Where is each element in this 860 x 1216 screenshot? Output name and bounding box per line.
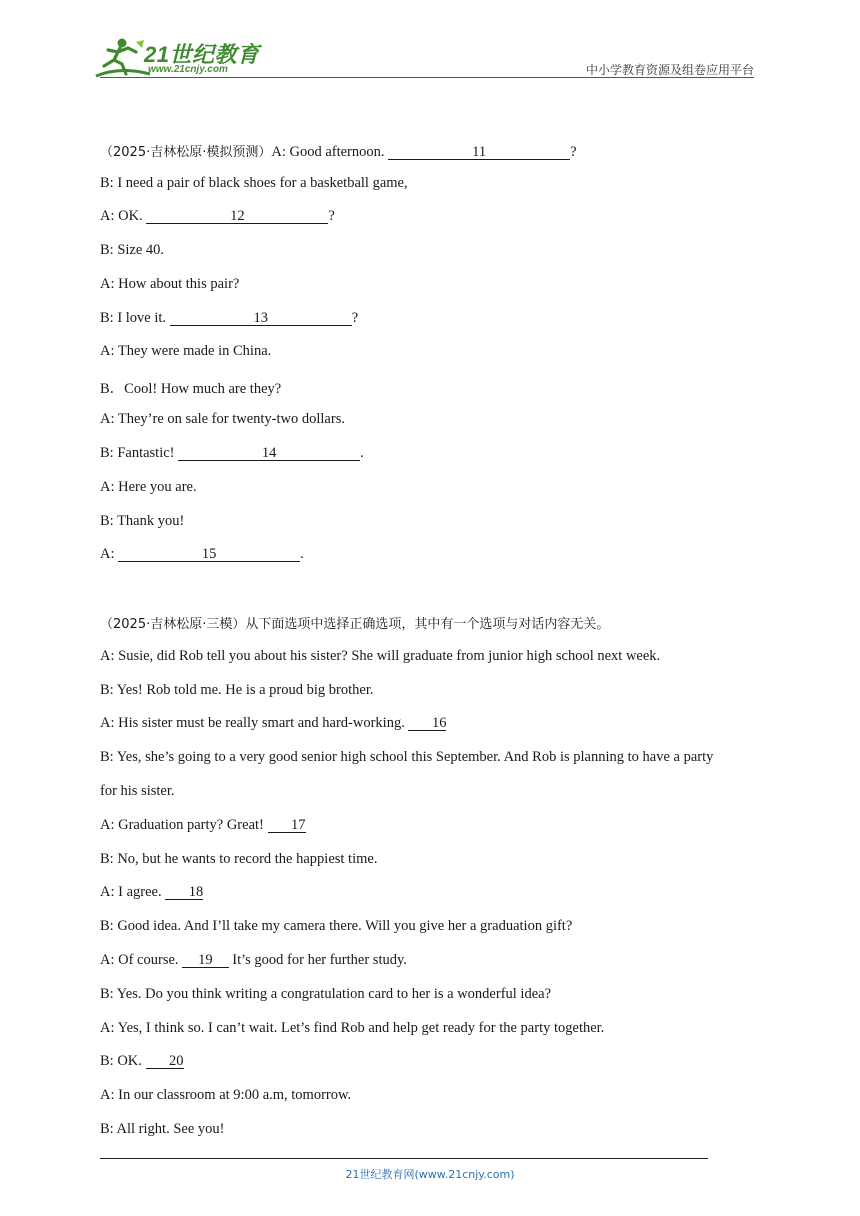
section-intro: （2025·吉林松原·三模）从下面选项中选择正确选项，其中有一个选项与对话内容无关。	[100, 617, 610, 632]
dialogue-line: A: How about this pair?	[100, 276, 240, 292]
dialogue-line: B: No, but he wants to record the happiest time.	[100, 851, 378, 867]
answer-blank[interactable]: 20	[146, 1054, 184, 1069]
dialogue-text: A: I agree.	[100, 884, 162, 900]
dialogue-text: A: Good afternoon.	[271, 144, 385, 160]
dialogue-line	[100, 715, 446, 732]
logo-url: www.21cnjy.com	[148, 64, 228, 75]
dialogue-line: A: OK. 12 ?	[100, 208, 335, 224]
dialogue-line: A: Here you are.	[100, 479, 197, 495]
answer-blank[interactable]: 18	[165, 885, 203, 900]
page-header	[0, 0, 860, 80]
dialogue-text: B: I love it.	[100, 310, 167, 326]
dialogue-line: B: Yes! Rob told me. He is a proud big brother.	[100, 682, 374, 698]
dialogue-line	[100, 817, 306, 834]
dialogue-text: B: OK.	[100, 1053, 142, 1069]
dialogue-line: A: They were made in China.	[100, 343, 272, 359]
dialogue-line	[100, 884, 203, 901]
answer-blank[interactable]: 19	[182, 953, 229, 968]
header-divider	[100, 77, 754, 78]
platform-name: 中小学教育资源及组卷应用平台	[585, 63, 754, 77]
dialogue-line: （2025·吉林松原·模拟预测）A: Good afternoon. 11 ?	[100, 144, 577, 160]
answer-blank[interactable]: 13	[170, 311, 352, 326]
dialogue-line: A: Yes, I think so. I can’t wait. Let’s find Rob and help get ready for the party together.	[100, 1020, 605, 1036]
dialogue-line: B: Yes. Do you think writing a congratulation card to her is a wonderful idea?	[100, 986, 552, 1002]
site-logo[interactable]	[92, 36, 262, 78]
dialogue-text: A: His sister must be really smart and hard-working.	[100, 715, 405, 731]
dialogue-line: B: Size 40.	[100, 242, 165, 258]
section-intro: （2025·吉林松原·模拟预测）	[100, 145, 272, 160]
dialogue-line: B: I love it. 13 ?	[100, 310, 359, 326]
footer-divider	[100, 1158, 708, 1159]
answer-blank[interactable]: 15	[118, 547, 300, 562]
answer-blank[interactable]: 12	[146, 209, 328, 224]
runner-logo-icon	[92, 36, 152, 78]
dialogue-line	[100, 1053, 184, 1070]
dialogue-line: A: In our classroom at 9:00 a.m, tomorrow.	[100, 1087, 352, 1103]
dialogue-line: A: 15 .	[100, 546, 304, 562]
dialogue-line: B: Good idea. And I’ll take my camera there. Will you give her a graduation gift?	[100, 918, 573, 934]
dialogue-line: A: Of course. 19 It’s good for her further study.	[100, 952, 407, 968]
dialogue-line: A: Susie, did Rob tell you about his sister? She will graduate from junior high school next week.	[100, 648, 661, 664]
dialogue-text: A: Of course.	[100, 952, 179, 968]
footer-link[interactable]: 21世纪教育网(www.21cnjy.com)	[345, 1168, 515, 1181]
dialogue-line: B: I need a pair of black shoes for a basketball game,	[100, 175, 408, 191]
dialogue-line: B．Cool! How much are they?	[100, 381, 282, 397]
dialogue-line: B: Thank you!	[100, 513, 185, 529]
logo-text: 21世纪教育	[144, 42, 260, 67]
dialogue-line: A: They’re on sale for twenty-two dollars.	[100, 411, 345, 427]
answer-blank[interactable]: 11	[388, 145, 570, 160]
dialogue-line: B: Fantastic! 14 .	[100, 445, 364, 461]
answer-blank[interactable]: 14	[178, 446, 360, 461]
answer-blank[interactable]: 16	[408, 716, 446, 731]
dialogue-text: A: OK.	[100, 208, 143, 224]
dialogue-line: B: All right. See you!	[100, 1121, 225, 1137]
answer-blank[interactable]: 17	[268, 818, 306, 833]
dialogue-text: B: Fantastic!	[100, 445, 175, 461]
dialogue-text: A:	[100, 546, 115, 562]
dialogue-text: A: Graduation party? Great!	[100, 817, 264, 833]
dialogue-line: B: Yes, she’s going to a very good senior high school this September. And Rob is planning to have a party	[100, 749, 714, 765]
dialogue-line: for his sister.	[100, 783, 175, 799]
